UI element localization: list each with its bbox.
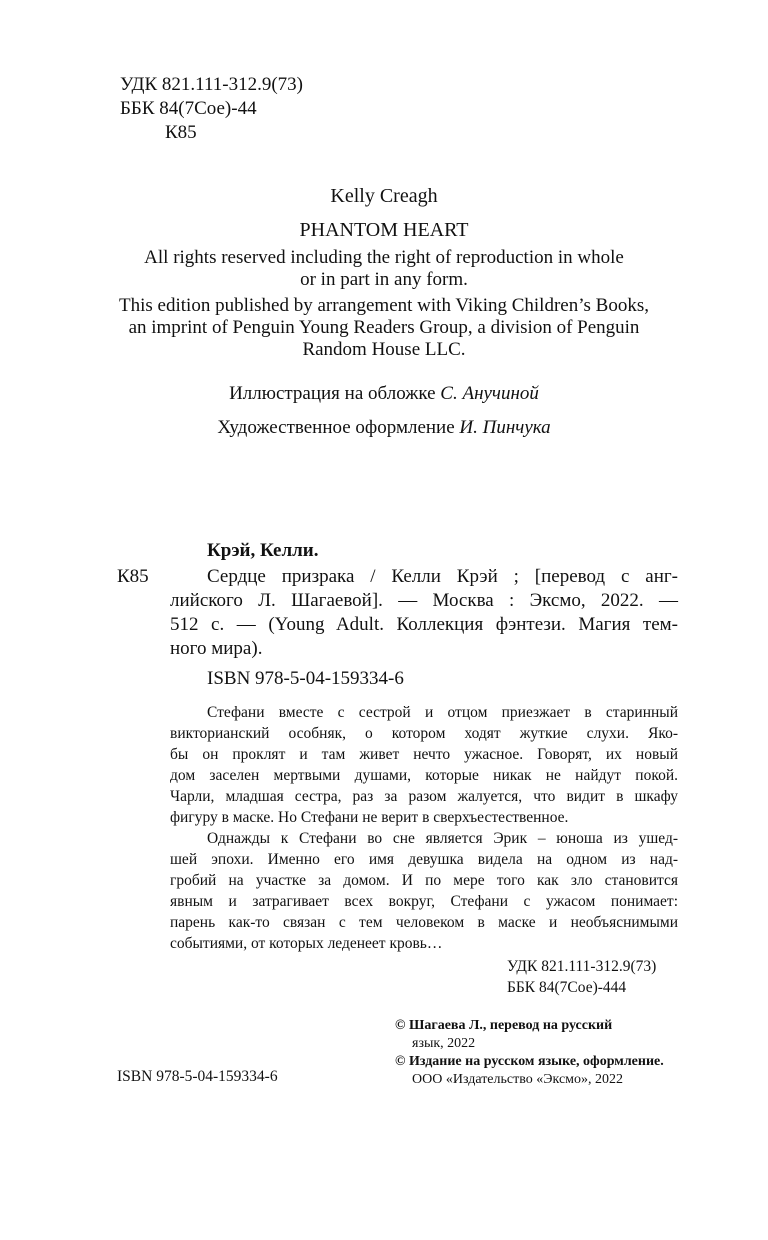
annotation-line-4: дом заселен мертвыми душами, которые никак не найдут покой. [170, 767, 678, 784]
annotation-bbk: ББК 84(7Сое)-444 [507, 979, 627, 996]
illustration-credit [0, 383, 768, 405]
catalog-line-2: лийского Л. Шагаевой]. — Москва : Эксмо, 2022. — [170, 590, 678, 611]
catalog-line-4: ного мира). [170, 638, 263, 659]
annotation-line-10: явным и затрагивает всех вокруг, Стефани с ужасом понимает: [170, 893, 678, 910]
copyright-edition: © Издание на русском языке, оформление. [395, 1054, 664, 1069]
annotation-line-9: гробий на участке за домом. И по мере того как зло становится [170, 872, 678, 889]
copyright-publisher: ООО «Издательство «Эксмо», 2022 [412, 1072, 624, 1087]
catalog-isbn: ISBN 978-5-04-159334-6 [207, 668, 404, 689]
catalog-line-3: 512 с. — (Young Adult. Коллекция фэнтези. Магия тем- [170, 614, 678, 635]
catalog-heading: Крэй, Келли. [207, 540, 319, 561]
annotation-udk: УДК 821.111-312.9(73) [507, 958, 657, 975]
isbn-bottom: ISBN 978-5-04-159334-6 [117, 1068, 278, 1085]
annotation-line-1: Стефани вместе с сестрой и отцом приезжает в старинный [207, 704, 678, 721]
illustration-label: Иллюстрация на обложке [229, 383, 441, 404]
author-mark: К85 [165, 122, 197, 143]
rights-line-1: All rights reserved including the right of reproduction in whole [144, 247, 624, 268]
annotation-line-12: событиями, от которых леденеет кровь… [170, 935, 443, 952]
copyright-translation: © Шагаева Л., перевод на русский [395, 1018, 613, 1033]
annotation-line-2: викторианский особняк, о котором ходят жуткие слухи. Яко- [170, 725, 678, 742]
copyright-translation-year: язык, 2022 [412, 1036, 476, 1051]
edition-line-2: an imprint of Penguin Young Readers Group, a division of Penguin [128, 317, 640, 338]
edition-line-1: This edition published by arrangement with Viking Children’s Books, [119, 295, 649, 316]
original-author: Kelly Creagh [330, 185, 438, 207]
design-label: Художественное оформление [217, 417, 460, 438]
rights-line-2: or in part in any form. [300, 269, 468, 290]
design-name: И. Пинчука [459, 417, 551, 438]
edition-line-3: Random House LLC. [302, 339, 466, 360]
annotation-line-11: парень как-то связан с тем человеком в маске и необъяснимыми [170, 914, 678, 931]
illustration-name: С. Анучиной [440, 383, 539, 404]
annotation-line-5: Чарли, младшая сестра, раз за разом жалуется, что видит в шкафу [170, 788, 678, 805]
catalog-mark: К85 [117, 566, 149, 587]
annotation-line-7: Однажды к Стефани во сне является Эрик – юноша из ушед- [207, 830, 678, 847]
catalog-line-1: Сердце призрака / Келли Крэй ; [перевод с анг- [207, 566, 678, 587]
annotation-line-8: шей эпохи. Именно его имя девушка видела на одном из над- [170, 851, 678, 868]
annotation-line-6: фигуру в маске. Но Стефани не верит в сверхъестественное. [170, 809, 569, 826]
annotation-line-3: бы он проклят и там живет нечто ужасное. Говорят, их новый [170, 746, 678, 763]
udk-code: УДК 821.111-312.9(73) [120, 74, 303, 95]
design-credit [0, 417, 768, 439]
original-title: PHANTOM HEART [299, 219, 469, 241]
bbk-code: ББК 84(7Сое)-44 [120, 98, 257, 119]
